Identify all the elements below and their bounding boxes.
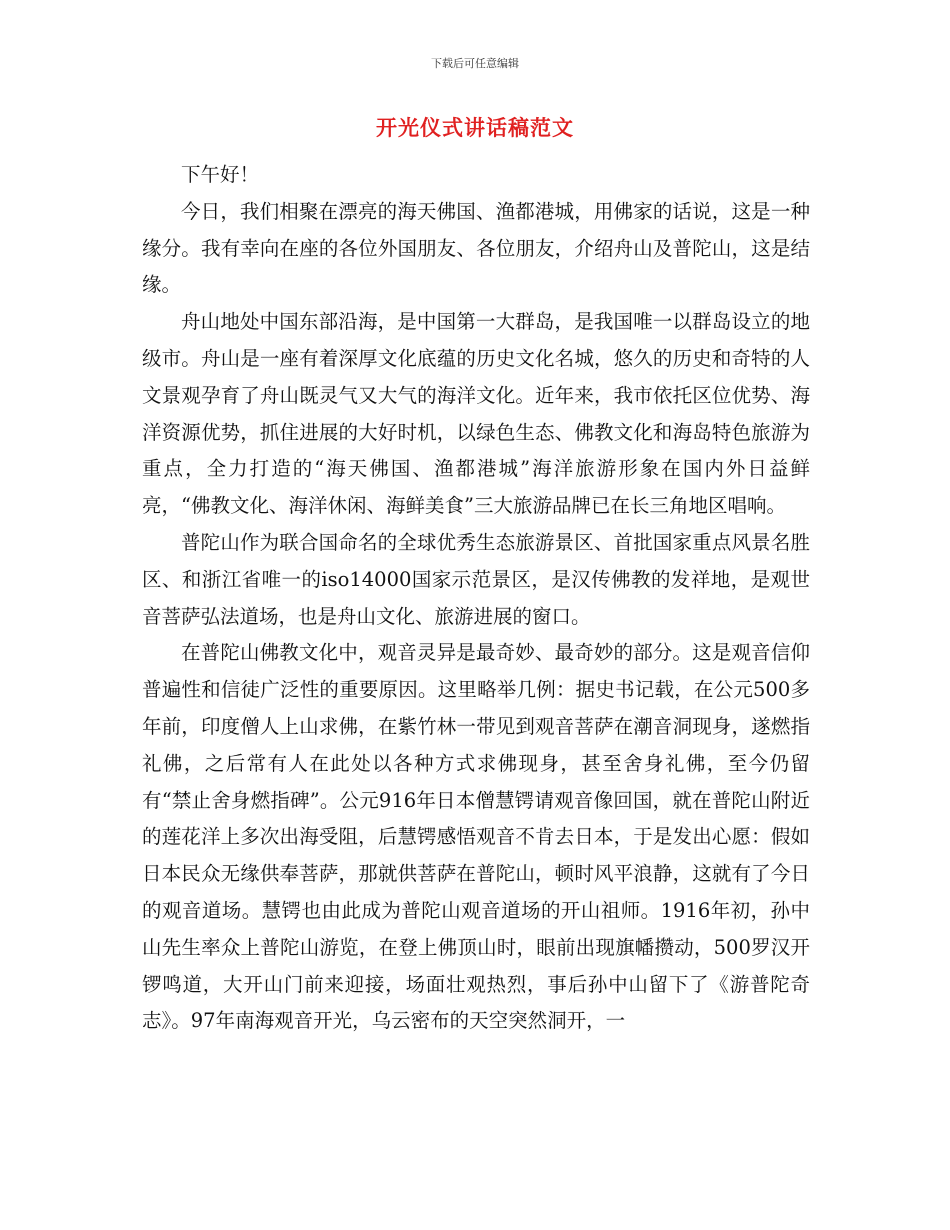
body-paragraph: 在普陀山佛教文化中，观音灵异是最奇妙、最奇妙的部分。这是观音信仰普遍性和信徒广泛性的重要原因。这里略举几例：据史书记载，在公元500多年前，印度僧人上山求佛，在紫竹林一带见到观音菩萨在潮音洞现身，遂燃指礼佛，之后常有人在此处以各种方式求佛现身，甚至舍身礼佛，至今仍留有“禁止舍身燃指碑”。公元916年日本僧慧锷请观音像回国，就在普陀山附近的莲花洋上多次出海受阻，后慧锷感悟观音不肯去日本，于是发出心愿：假如日本民众无缘供奉菩萨，那就供菩萨在普陀山，顿时风平浪静，这就有了今日的观音道场。慧锷也由此成为普陀山观音道场的开山祖师。1916年初，孙中山先生率众上普陀山游览，在登上佛顶山时，眼前出现旗幡攒动，500罗汉开锣鸣道，大开山门前来迎接，场面壮观热烈，事后孙中山留下了《游普陀奇志》。97年南海观音开光，乌云密布的天空突然洞开，一: [142, 641, 810, 1033]
header-note: 下载后可任意编辑: [431, 57, 519, 70]
body-paragraph: 普陀山作为联合国命名的全球优秀生态旅游景区、首批国家重点风景名胜区、和浙江省唯一的iso14000国家示范景区，是汉传佛教的发祥地，是观世音菩萨弘法道场，也是舟山文化、旅游进展的窗口。: [142, 530, 810, 628]
body-paragraph: 舟山地处中国东部沿海，是中国第一大群岛，是我国唯一以群岛设立的地级市。舟山是一座有着深厚文化底蕴的历史文化名城，悠久的历史和奇特的人文景观孕育了舟山既灵气又大气的海洋文化。近年来，我市依托区位优势、海洋资源优势，抓住进展的大好时机，以绿色生态、佛教文化和海岛特色旅游为重点，全力打造的“海天佛国、渔都港城”海洋旅游形象在国内外日益鲜亮，“佛教文化、海洋休闲、海鲜美食”三大旅游品牌已在长三角地区唱响。: [142, 310, 810, 518]
document-body: [142, 157, 810, 1040]
document-title: 开光仪式讲话稿范文: [376, 116, 574, 140]
body-paragraph: 今日，我们相聚在漂亮的海天佛国、渔都港城，用佛家的话说，这是一种缘分。我有幸向在座的各位外国朋友、各位朋友，介绍舟山及普陀山，这是结缘。: [142, 199, 810, 297]
greeting-paragraph: 下午好！: [181, 163, 260, 186]
